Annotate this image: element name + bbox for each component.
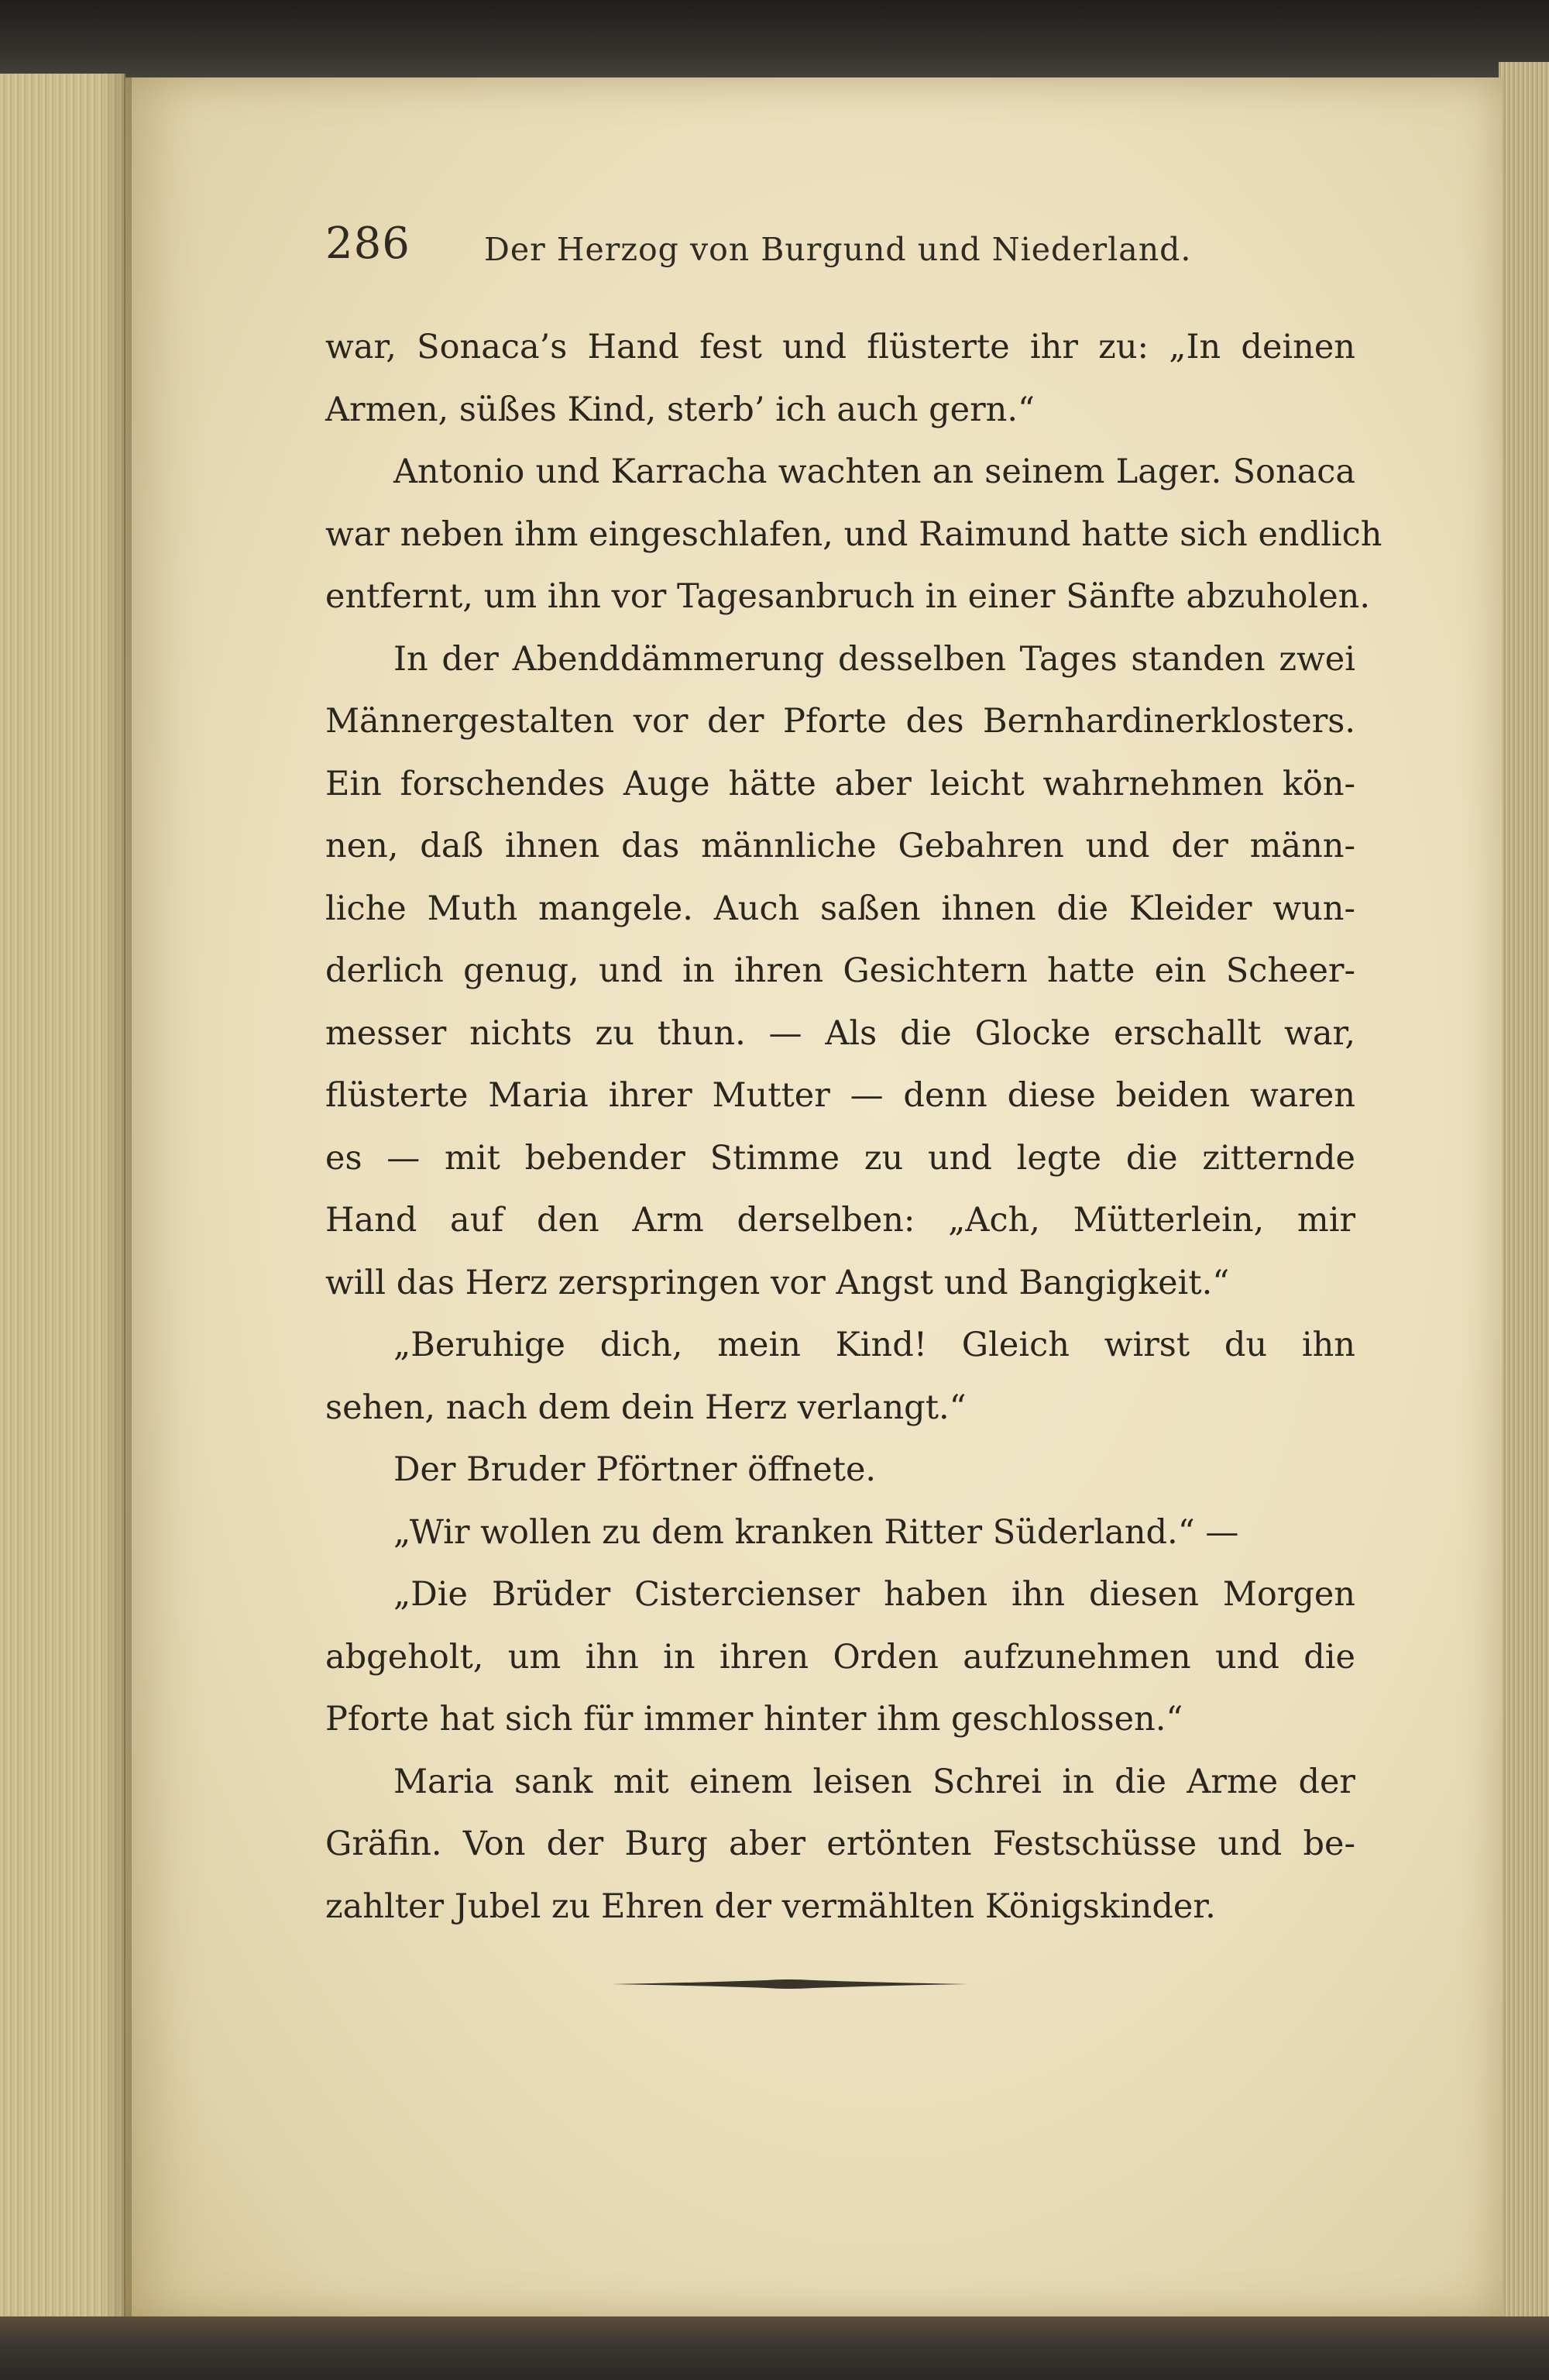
text-line: will das Herz zerspringen vor Angst und Bangigkeit.“ xyxy=(325,1263,1230,1302)
text-line: Antonio und Karracha wachten an seinem Lager. Sonaca xyxy=(393,452,1355,491)
page-edges-right xyxy=(1499,62,1549,2355)
text-line: „Die Brüder Cistercienser haben ihn diesen Morgen xyxy=(393,1575,1355,1614)
gutter-shadow xyxy=(101,74,132,2320)
text-line: „Beruhige dich, mein Kind! Gleich wirst du ihn xyxy=(393,1326,1355,1364)
book-cover-bottom xyxy=(0,2316,1549,2380)
book-cover-top xyxy=(0,0,1549,85)
text-line: liche Muth mangele. Auch saßen ihnen die Kleider wun- xyxy=(325,889,1355,928)
running-title: Der Herzog von Burgund und Niederland. xyxy=(484,231,1192,268)
text-line: es — mit bebender Stimme zu und legte die zitternde xyxy=(325,1138,1355,1178)
text-line: messer nichts zu thun. — Als die Glocke erschallt war, xyxy=(325,1013,1355,1053)
end-ornament xyxy=(612,1977,968,1991)
text-line: „Wir wollen zu dem kranken Ritter Süderland.“ — xyxy=(393,1512,1239,1552)
text-line: Ein forschendes Auge hätte aber leicht wahrnehmen kön- xyxy=(325,764,1355,803)
text-line: abgeholt, um ihn in ihren Orden aufzunehmen und die xyxy=(325,1637,1355,1677)
text-line: Gräfin. Von der Burg aber ertönten Festschüsse und be- xyxy=(325,1825,1355,1863)
text-line: nen, daß ihnen das männliche Gebahren und der männ- xyxy=(325,827,1355,865)
text-line: war neben ihm eingeschlafen, und Raimund hatte sich endlich xyxy=(325,514,1382,554)
text-line: war, Sonaca’s Hand fest und flüsterte ihr zu: „In deinen xyxy=(325,328,1355,366)
text-line: derlich genug, und in ihren Gesichtern hatte ein Scheer- xyxy=(325,951,1355,990)
text-line: Männergestalten vor der Pforte des Bernhardinerklosters. xyxy=(325,702,1355,741)
text-line: entfernt, um ihn vor Tagesanbruch in einer Sänfte abzuholen. xyxy=(325,577,1370,616)
text-line: In der Abenddämmerung desselben Tages standen zwei xyxy=(393,639,1355,679)
text-line: zahlter Jubel zu Ehren der vermählten Königskinder. xyxy=(325,1886,1216,1926)
text-line: flüsterte Maria ihrer Mutter — denn diese beiden waren xyxy=(325,1076,1355,1115)
body-text xyxy=(325,316,1382,1938)
text-line: Der Bruder Pförtner öffnete. xyxy=(393,1450,877,1489)
page-number: 286 xyxy=(325,218,410,269)
text-line: Pforte hat sich für immer hinter ihm geschlossen.“ xyxy=(325,1700,1183,1739)
page-header xyxy=(325,218,1224,280)
text-line: Hand auf den Arm derselben: „Ach, Mütterlein, mir xyxy=(325,1201,1355,1240)
text-line: Armen, süßes Kind, sterb’ ich auch gern.“ xyxy=(325,390,1036,429)
text-line: Maria sank mit einem leisen Schrei in die Arme der xyxy=(393,1762,1355,1801)
text-line: sehen, nach dem dein Herz verlangt.“ xyxy=(325,1388,967,1427)
